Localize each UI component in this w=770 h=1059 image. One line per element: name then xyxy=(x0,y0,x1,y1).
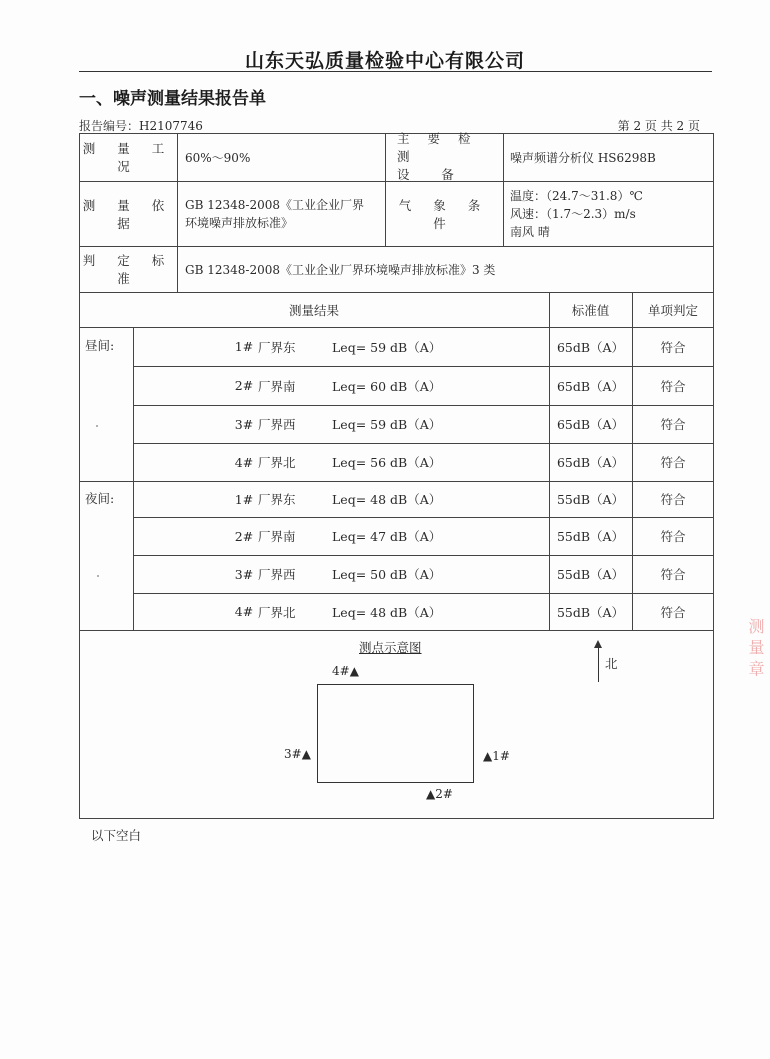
scan-speck xyxy=(97,575,99,577)
row-leq: Leq= 50 dB（A） xyxy=(332,567,442,582)
report-number xyxy=(79,117,203,134)
report-number-label: 报告编号： xyxy=(79,119,140,133)
condition-label: 测 量 工 况 xyxy=(82,141,174,174)
row-leq: Leq= 47 dB（A） xyxy=(332,529,442,544)
north-arrow-shaft xyxy=(598,645,599,682)
col-header-result: 测量结果 xyxy=(288,302,339,318)
row-judgement: 符合 xyxy=(660,492,686,507)
row-leq: Leq= 60 dB（A） xyxy=(332,378,442,394)
row-limit: 65dB（A） xyxy=(556,339,625,355)
row-leq: Leq= 59 dB（A） xyxy=(332,339,442,355)
point-1: ▲1# xyxy=(483,749,510,763)
row-leq: Leq= 59 dB（A） xyxy=(332,417,442,432)
row-point-id: 4# xyxy=(234,454,254,470)
condition-value: 60%～90% xyxy=(185,150,251,165)
weather: 南风 晴 xyxy=(510,224,550,239)
wind-speed: 风速：（1.7～2.3）m/s xyxy=(510,206,636,221)
weather-value xyxy=(510,181,710,246)
site-boundary xyxy=(317,684,474,783)
page-info: 第 2 页 共 2 页 xyxy=(617,119,700,133)
company-name: 山东天弘质量检验中心有限公司 xyxy=(244,50,525,72)
seal-stamp: 测 量 章 xyxy=(746,618,765,677)
row-location: 厂界东 xyxy=(258,339,296,355)
row-location: 厂界南 xyxy=(258,529,296,544)
row-point-id: 2# xyxy=(234,378,254,393)
row-location: 厂界南 xyxy=(258,378,296,394)
row-limit: 65dB（A） xyxy=(556,378,625,394)
row-leq: Leq= 48 dB（A） xyxy=(332,492,442,507)
row-judgement: 符合 xyxy=(660,378,686,394)
equipment-value: 噪声频谱分析仪 HS6298B xyxy=(510,150,656,165)
section-title: 一、噪声测量结果报告单 xyxy=(79,89,266,109)
basis-value-line2: 环境噪声排放标准》 xyxy=(185,215,294,230)
equipment-label-line1: 主 要 检 测 xyxy=(397,131,478,164)
row-point-id: 2# xyxy=(234,528,254,544)
north-label: 北 xyxy=(605,656,618,671)
row-judgement: 符合 xyxy=(660,339,686,355)
col-divider xyxy=(133,327,134,630)
diagram-title: 测点示意图 xyxy=(359,640,422,655)
equipment-label-line2: 设 备 xyxy=(397,167,454,182)
col-divider xyxy=(503,133,504,246)
col-divider xyxy=(177,133,178,292)
row-point-id: 1# xyxy=(234,491,254,507)
basis-label: 测 量 依 据 xyxy=(82,197,174,231)
row-location: 厂界西 xyxy=(258,567,296,582)
report-number-value: H2107746 xyxy=(139,119,203,133)
row-point-id: 4# xyxy=(234,604,254,619)
row-limit: 55dB（A） xyxy=(556,604,625,620)
row-divider xyxy=(79,630,714,631)
row-point-id: 3# xyxy=(234,416,254,432)
row-limit: 55dB（A） xyxy=(556,492,625,507)
standard-value: GB 12348-2008《工业企业厂界环境噪声排放标准》3 类 xyxy=(185,262,496,277)
row-leq: Leq= 48 dB（A） xyxy=(332,604,442,620)
row-limit: 55dB（A） xyxy=(556,529,625,544)
equipment-label xyxy=(397,133,501,181)
footer-blank-note: 以下空白 xyxy=(91,828,142,843)
row-limit: 55dB（A） xyxy=(556,567,625,582)
row-point-id: 3# xyxy=(234,566,254,582)
row-location: 厂界北 xyxy=(258,604,296,620)
row-location: 厂界东 xyxy=(258,492,296,507)
row-limit: 65dB（A） xyxy=(556,455,625,470)
header-rule xyxy=(79,71,712,72)
point-3: 3#▲ xyxy=(284,747,311,761)
row-location: 厂界北 xyxy=(258,455,296,470)
night-label: 夜间: xyxy=(85,491,115,506)
temperature: 温度：（24.7～31.8）℃ xyxy=(510,188,643,203)
row-point-id: 1# xyxy=(234,339,254,354)
row-limit: 65dB（A） xyxy=(556,417,625,432)
row-judgement: 符合 xyxy=(660,567,686,582)
row-location: 厂界西 xyxy=(258,417,296,432)
row-judgement: 符合 xyxy=(660,604,686,620)
col-header-limit: 标准值 xyxy=(571,302,610,318)
weather-label: 气 象 条 件 xyxy=(398,197,490,231)
row-judgement: 符合 xyxy=(660,455,686,470)
basis-value-line1: GB 12348-2008《工业企业厂界 xyxy=(185,197,364,212)
scan-speck xyxy=(96,425,98,427)
row-judgement: 符合 xyxy=(660,529,686,544)
col-header-judgement: 单项判定 xyxy=(647,302,698,318)
point-4: 4#▲ xyxy=(332,664,359,678)
row-judgement: 符合 xyxy=(660,417,686,432)
standard-label: 判 定 标 准 xyxy=(82,253,174,286)
point-2: ▲2# xyxy=(426,787,453,801)
basis-value xyxy=(185,181,383,246)
day-label: 昼间: xyxy=(85,338,115,353)
row-leq: Leq= 56 dB（A） xyxy=(332,455,442,470)
